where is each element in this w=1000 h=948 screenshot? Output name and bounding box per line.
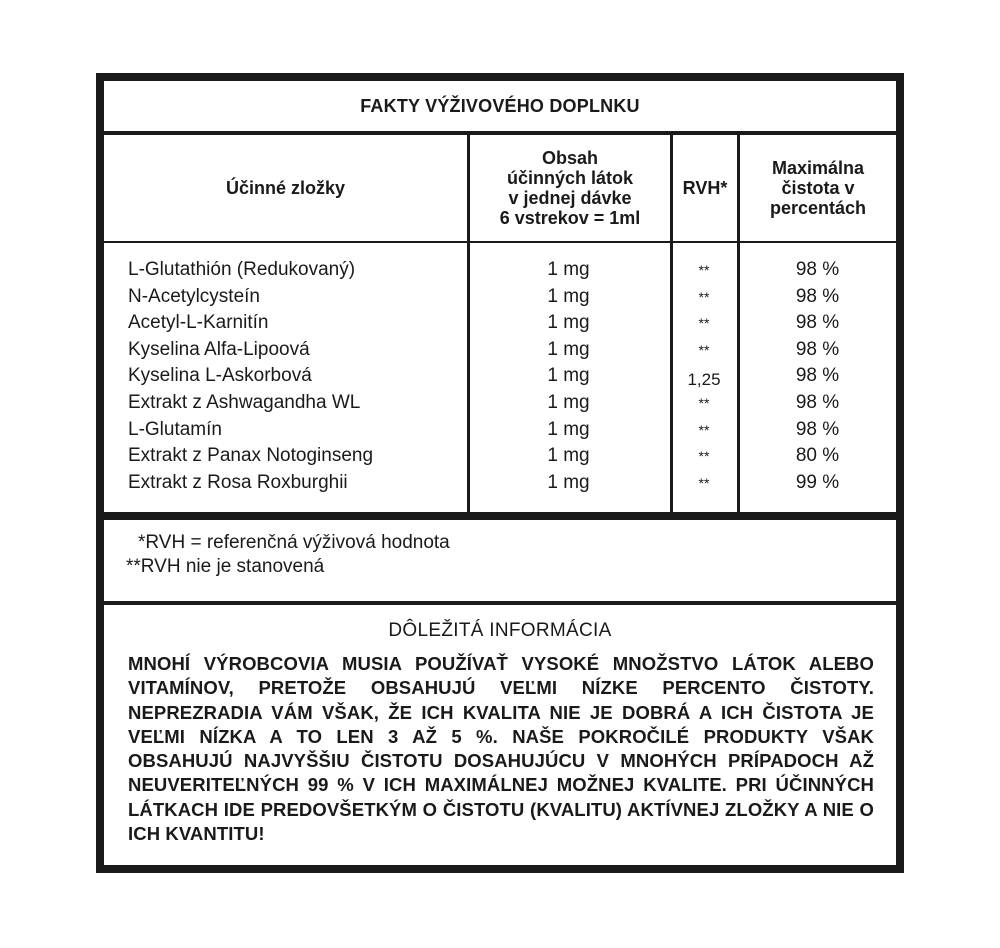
ingredient-rvh: **	[698, 421, 710, 438]
ingredient-amount: 1 mg	[547, 338, 590, 360]
ingredient-name: Acetyl-L-Karnitín	[128, 312, 269, 334]
ingredient-table-body	[104, 257, 896, 496]
ingredient-amount: 1 mg	[547, 259, 590, 280]
table-row	[104, 443, 896, 470]
ingredient-rvh: **	[698, 394, 710, 411]
ingredient-purity: 80 %	[795, 445, 840, 467]
ingredient-name: N-Acetylcysteín	[128, 285, 260, 307]
ingredient-purity: 99 %	[795, 471, 840, 493]
ingredient-name: L-Glutamín	[128, 418, 222, 440]
table-row	[104, 257, 896, 284]
table-bottom-divider	[104, 512, 896, 520]
table-row	[104, 337, 896, 364]
ingredient-amount: 1 mg	[547, 471, 590, 493]
table-row	[104, 417, 896, 444]
info-heading: DÔLEŽITÁ INFORMÁCIA	[388, 620, 612, 641]
panel-title: FAKTY VÝŽIVOVÉHO DOPLNKU	[360, 95, 640, 116]
table-row	[104, 470, 896, 497]
ingredient-rvh: 1,25	[687, 370, 721, 390]
ingredient-name: Kyselina Alfa-Lipoová	[128, 338, 310, 360]
ingredient-amount: 1 mg	[547, 418, 590, 440]
ingredient-rvh: **	[698, 341, 710, 358]
ingredient-rvh: **	[698, 448, 710, 465]
ingredient-name: L-Glutathión (Redukovaný)	[128, 259, 356, 280]
footnotes	[126, 531, 450, 579]
ingredient-rvh: **	[698, 288, 710, 305]
ingredient-purity: 98 %	[795, 391, 840, 413]
ingredient-name: Extrakt z Panax Notoginseng	[128, 445, 374, 467]
ingredient-rvh: **	[698, 474, 710, 491]
ingredient-purity: 98 %	[795, 365, 840, 387]
table-row	[104, 310, 896, 337]
ingredient-amount: 1 mg	[547, 312, 590, 334]
notes-divider	[104, 601, 896, 605]
ingredient-amount: 1 mg	[547, 365, 590, 387]
header-divider	[104, 241, 896, 243]
footnote-rvh-not-set: **RVH nie je stanovená	[126, 556, 325, 577]
ingredient-purity: 98 %	[795, 285, 840, 307]
ingredient-amount: 1 mg	[547, 391, 590, 413]
ingredient-name: Extrakt z Rosa Roxburghii	[128, 471, 348, 493]
ingredient-rvh: **	[698, 315, 710, 332]
header-amount: Obsah účinných látok v jednej dávke 6 vstrekov = 1ml	[499, 148, 641, 228]
info-text: MNOHÍ VÝROBCOVIA MUSIA POUŽÍVAŤ VYSOKÉ MNOŽSTVO LÁTOK ALEBO VITAMÍNOV, PRETOŽE OBSAHUJÚ VEĽMI NÍZKE PERCENTO ČISTOTY. NEPREZRADIA VÁM VŠAK, ŽE ICH KVALITA NIE JE DOBRÁ A ICH ČISTOTA JE VEĽMI NÍZKA A TO LEN 3 AŽ 5 %. NAŠE POKROČILÉ PRODUKTY VŠAK OBSAHUJÚ NAJVYŠŠIU ČISTOTU DOSAHUJÚCU V MNOHÝCH PRÍPADOCH AŽ NEUVERITEĽNÝCH 99 % V ICH MAXIMÁLNEJ MOŽNEJ KVALITE. PRI ÚČINNÝCH LÁTKACH IDE PREDOVŠETKÝM O ČISTOTU (KVALITU) AKTÍVNEJ ZLOŽKY A NIE O ICH KVANTITU!	[128, 653, 874, 845]
header-ingredients: Účinné zložky	[225, 178, 346, 198]
ingredient-amount: 1 mg	[547, 445, 590, 467]
table-row	[104, 284, 896, 311]
table-row	[104, 363, 896, 390]
ingredient-purity: 98 %	[795, 418, 840, 440]
ingredient-amount: 1 mg	[547, 285, 590, 307]
supplement-facts-panel	[96, 73, 904, 873]
header-purity: Maximálna čistota v percentách	[769, 158, 867, 218]
ingredient-purity: 98 %	[795, 338, 840, 360]
footnote-rvh: *RVH = referenčná výživová hodnota	[138, 532, 450, 553]
ingredient-name: Extrakt z Ashwagandha WL	[128, 391, 361, 413]
table-row	[104, 390, 896, 417]
ingredient-purity: 98 %	[795, 312, 840, 334]
ingredient-rvh: **	[698, 262, 710, 278]
header-rvh: RVH*	[682, 178, 728, 198]
ingredient-name: Kyselina L-Askorbová	[128, 365, 312, 387]
ingredient-purity: 98 %	[795, 259, 840, 280]
